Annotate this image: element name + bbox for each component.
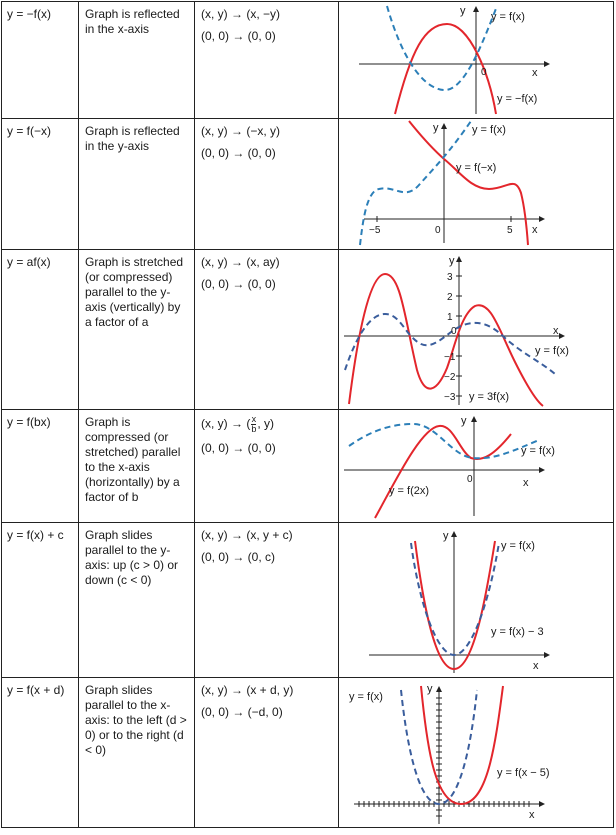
point-mapping: (x, y) → (x, −y) (201, 7, 280, 21)
tick-label-neg-5: −5 (369, 225, 381, 236)
point-mapping (201, 415, 334, 434)
description-cell: Graph slides parallel to the x-axis: to the left (d > 0) or to the right (d < 0) (85, 683, 187, 757)
x-axis-arrow (539, 801, 545, 807)
description-cell: Graph is reflected in the y-axis (85, 124, 180, 153)
description-cell: Graph is compressed (or stretched) parallel to the x-axis (horizontally) by a factor of b (85, 415, 181, 504)
x-axis-label: x (529, 809, 535, 821)
y-axis-label: y (443, 530, 449, 542)
mapping-cell (195, 678, 338, 720)
point-mapping: (x, y) → (−x, y) (201, 124, 280, 138)
mapping-cell (195, 523, 338, 565)
origin-mapping: (0, 0) → (0, 0) (201, 29, 276, 43)
origin-label: 0 (435, 225, 441, 236)
equation-cell: y = f(x + d) (7, 683, 65, 697)
origin-label: 0 (481, 67, 487, 78)
y-axis-label: y (461, 415, 467, 427)
origin-mapping: (0, 0) → (0, 0) (201, 441, 276, 455)
origin-mapping: (0, 0) → (−d, 0) (201, 705, 283, 719)
x-axis-label: x (532, 224, 538, 236)
curve-label-f: y = f(x) (491, 11, 525, 23)
table-row (2, 250, 614, 410)
equation-cell: y = f(bx) (7, 415, 51, 429)
x-axis-label: x (533, 660, 539, 672)
fraction-numerator: x (251, 414, 257, 424)
curve-label-f: y = f(x) (472, 124, 506, 136)
x-axis-label: x (523, 477, 529, 489)
point-mapping: (x, y) → (x, ay) (201, 255, 280, 269)
curve-f (345, 314, 555, 374)
curve-label-neg-f: y = −f(x) (497, 93, 538, 105)
tick-label-2: 2 (447, 292, 453, 303)
tick-label-3: 3 (447, 272, 453, 283)
graph-vertical-slide (339, 523, 613, 676)
tick-label-neg-2: −2 (444, 372, 456, 383)
curve-label-f: y = f(x) (535, 345, 569, 357)
mapping-cell (195, 2, 338, 44)
y-axis-arrow (441, 123, 447, 129)
point-mapping: (x, y) → (x, y + c) (201, 528, 293, 542)
x-axis-arrow (539, 467, 545, 473)
curve-f (349, 424, 539, 458)
graph-reflect-y (339, 119, 613, 248)
curve-f-x-minus-5 (421, 686, 503, 804)
curve-label-f: y = f(x) (349, 691, 383, 703)
fraction-denominator: b (251, 424, 257, 434)
y-axis-label: y (449, 255, 455, 267)
point-mapping: (x, y) → (x + d, y) (201, 683, 294, 697)
curve-label-f: y = f(x) (501, 540, 535, 552)
fraction (251, 415, 256, 434)
origin-label: 0 (467, 474, 473, 485)
table-row (2, 410, 614, 523)
mapping-cell (195, 410, 338, 456)
curve-label-3f: y = 3f(x) (469, 391, 510, 403)
tick-label-neg-1: −1 (444, 352, 456, 363)
tick-label-pos-5: 5 (507, 225, 513, 236)
description-cell: Graph is reflected in the x-axis (85, 7, 180, 36)
x-axis-label: x (553, 325, 559, 337)
equation-cell: y = af(x) (7, 255, 51, 269)
tick-label-1: 1 (447, 312, 453, 323)
description-cell: Graph slides parallel to the y-axis: up (c > 0) or down (c < 0) (85, 528, 179, 587)
x-axis-arrow (539, 216, 545, 222)
tick-label-neg-3: −3 (444, 392, 456, 403)
x-axis-arrow (544, 652, 550, 658)
mapping-prefix: (x, y) → ( (201, 416, 251, 431)
y-axis-label: y (433, 122, 439, 134)
curve-3f (349, 274, 543, 406)
curve-label-f-2x: y = f(2x) (389, 485, 430, 497)
x-axis-label: x (532, 67, 538, 79)
y-axis-label: y (460, 5, 466, 17)
equation-cell: y = f(x) + c (7, 528, 64, 542)
y-axis-arrow (471, 416, 477, 422)
graph-reflect-x (339, 2, 613, 117)
graph-vertical-stretch (339, 250, 613, 408)
y-axis-arrow (436, 686, 442, 692)
graph-horizontal-compress (339, 410, 613, 521)
table-row (2, 678, 614, 828)
table-row (2, 2, 614, 119)
y-axis-arrow (456, 256, 462, 262)
transformations-table (1, 1, 614, 828)
y-axis-arrow (473, 6, 479, 12)
mapping-suffix: , y) (257, 416, 275, 431)
curve-label-f: y = f(x) (521, 445, 555, 457)
curve-label-f-minus-3: y = f(x) − 3 (491, 626, 544, 638)
mapping-cell (195, 250, 338, 292)
origin-label: 0 (451, 326, 457, 337)
graph-horizontal-slide (339, 678, 613, 826)
x-axis-arrow (544, 61, 550, 67)
equation-cell: y = f(−x) (7, 124, 52, 138)
x-axis-arrow (559, 333, 565, 339)
table-row (2, 523, 614, 678)
description-cell: Graph is stretched (or compressed) parallel to the y-axis (vertically) by a factor of a (85, 255, 184, 329)
y-axis-label: y (427, 683, 433, 695)
equation-cell: y = −f(x) (7, 7, 52, 21)
origin-mapping: (0, 0) → (0, c) (201, 550, 276, 564)
curve-label-f-x-minus-5: y = f(x − 5) (497, 767, 550, 779)
mapping-cell (195, 119, 338, 161)
origin-mapping: (0, 0) → (0, 0) (201, 277, 276, 291)
origin-mapping: (0, 0) → (0, 0) (201, 146, 276, 160)
curve-f-minus-3 (415, 541, 495, 669)
y-axis-arrow (451, 531, 457, 537)
table-row (2, 119, 614, 250)
curve-label-f-neg-x: y = f(−x) (456, 162, 497, 174)
